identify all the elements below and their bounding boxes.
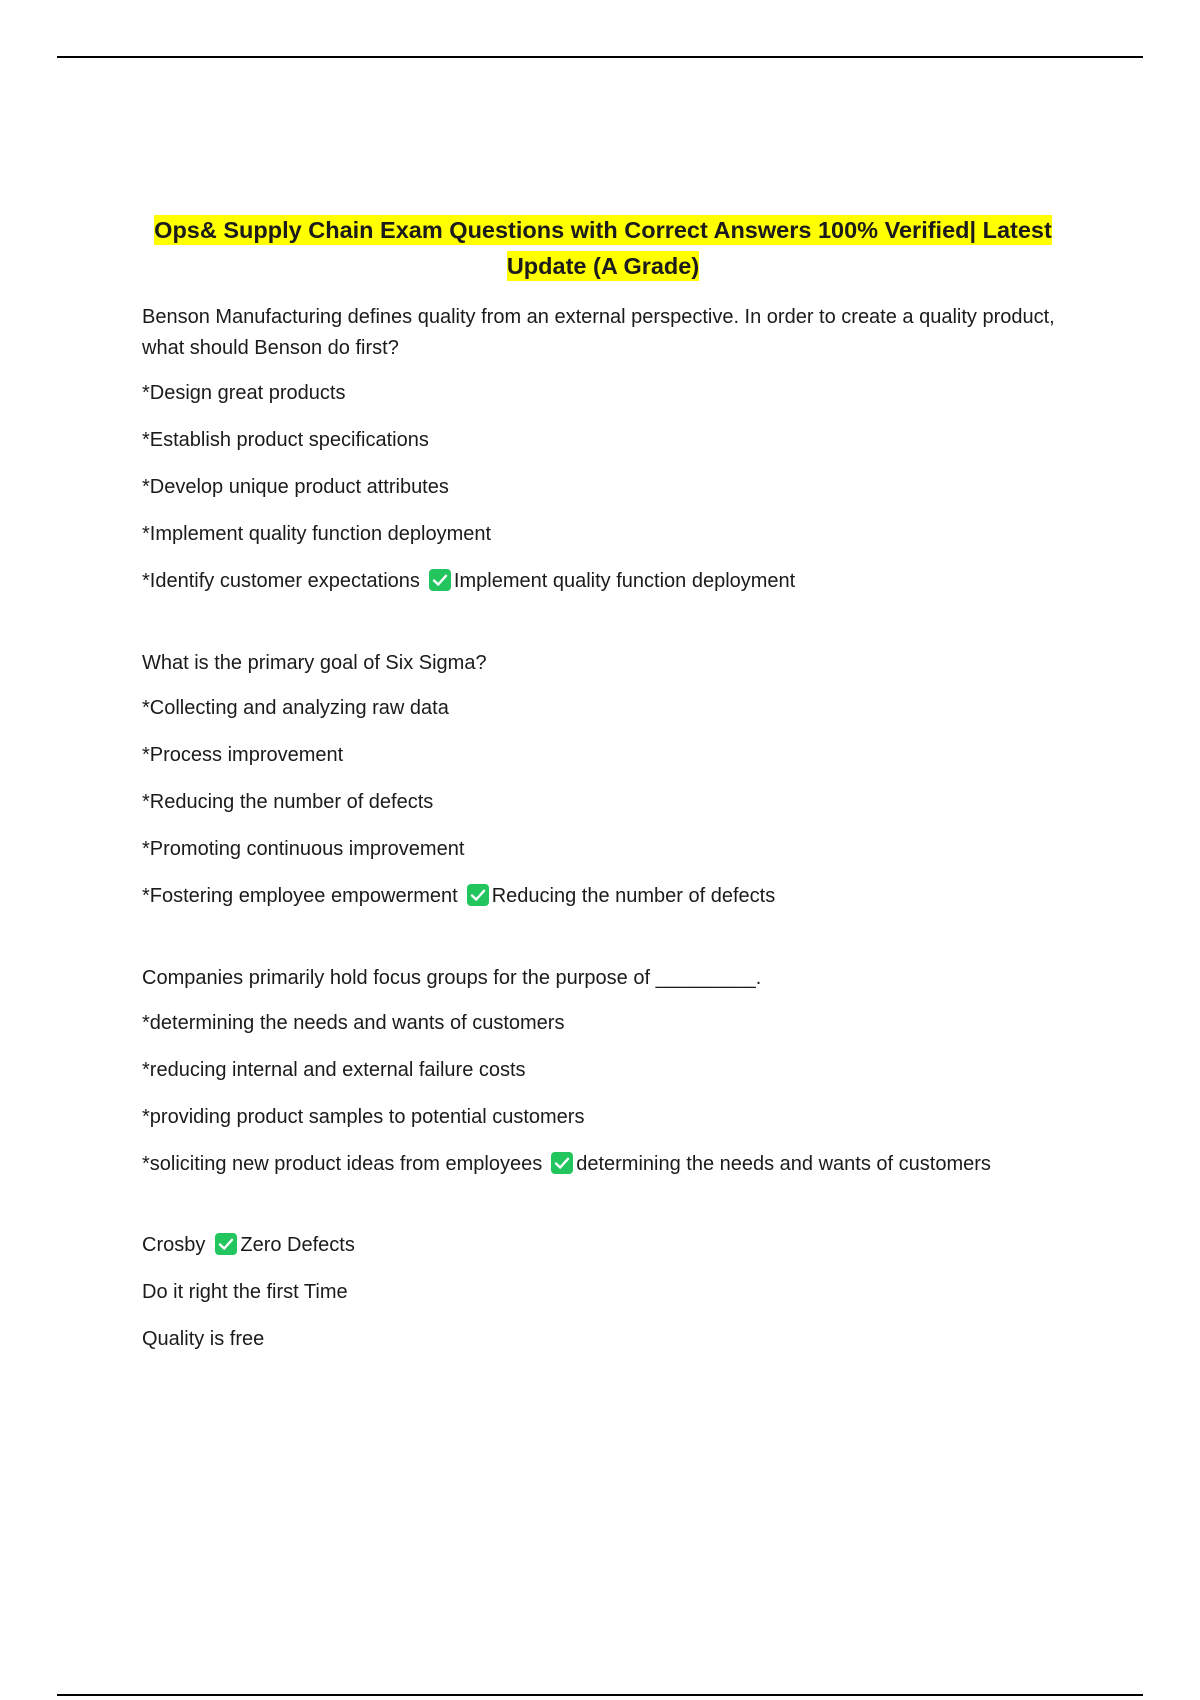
crosby-detail: Quality is free — [142, 1328, 265, 1350]
option-item: *Design great products — [142, 382, 346, 404]
check-icon — [215, 1233, 237, 1255]
check-icon — [429, 569, 451, 591]
document-body — [142, 212, 1064, 1372]
question-block-2 — [142, 648, 1064, 910]
bottom-rule — [57, 1694, 1143, 1696]
option-item: *Implement quality function deployment — [142, 523, 492, 545]
answer-text: Reducing the number of defects — [491, 885, 776, 907]
crosby-detail: Do it right the first Time — [142, 1281, 348, 1303]
crosby-term: Crosby — [142, 1234, 206, 1256]
option-item: *Fostering employee empowerment — [142, 885, 458, 907]
check-icon — [551, 1152, 573, 1174]
option-item: *Identify customer expectations — [142, 570, 420, 592]
question-block-3 — [142, 963, 1064, 1178]
crosby-block — [142, 1231, 1064, 1353]
option-item: *Process improvement — [142, 744, 344, 766]
answer-text: Implement quality function deployment — [453, 570, 796, 592]
question-text: What is the primary goal of Six Sigma? — [142, 652, 487, 674]
option-with-answer — [142, 1150, 1012, 1178]
check-icon — [467, 884, 489, 906]
question-block-1 — [142, 302, 1064, 595]
option-item: *providing product samples to potential customers — [142, 1106, 585, 1128]
option-item: *Collecting and analyzing raw data — [142, 697, 449, 719]
option-item: *Establish product specifications — [142, 429, 429, 451]
document-title: Ops& Supply Chain Exam Questions with Correct Answers 100% Verified| Latest Update (A Grade) — [154, 217, 1052, 279]
option-item: *determining the needs and wants of customers — [142, 1012, 565, 1034]
option-with-answer — [142, 567, 1064, 595]
top-rule — [57, 56, 1143, 58]
question-text: Benson Manufacturing defines quality from an external perspective. In order to create a quality product, what should Benson do first? — [142, 306, 1055, 359]
option-with-answer — [142, 882, 1064, 910]
option-item: *Promoting continuous improvement — [142, 838, 465, 860]
answer-text: determining the needs and wants of customers — [576, 1153, 991, 1175]
question-text: Companies primarily hold focus groups for the purpose of _________. — [142, 967, 762, 989]
option-item: *Reducing the number of defects — [142, 791, 434, 813]
crosby-answer: Zero Defects — [240, 1234, 355, 1256]
crosby-line — [142, 1231, 1064, 1259]
option-item: *reducing internal and external failure costs — [142, 1059, 526, 1081]
option-item: *Develop unique product attributes — [142, 476, 449, 498]
option-item: *soliciting new product ideas from employees — [142, 1153, 543, 1175]
